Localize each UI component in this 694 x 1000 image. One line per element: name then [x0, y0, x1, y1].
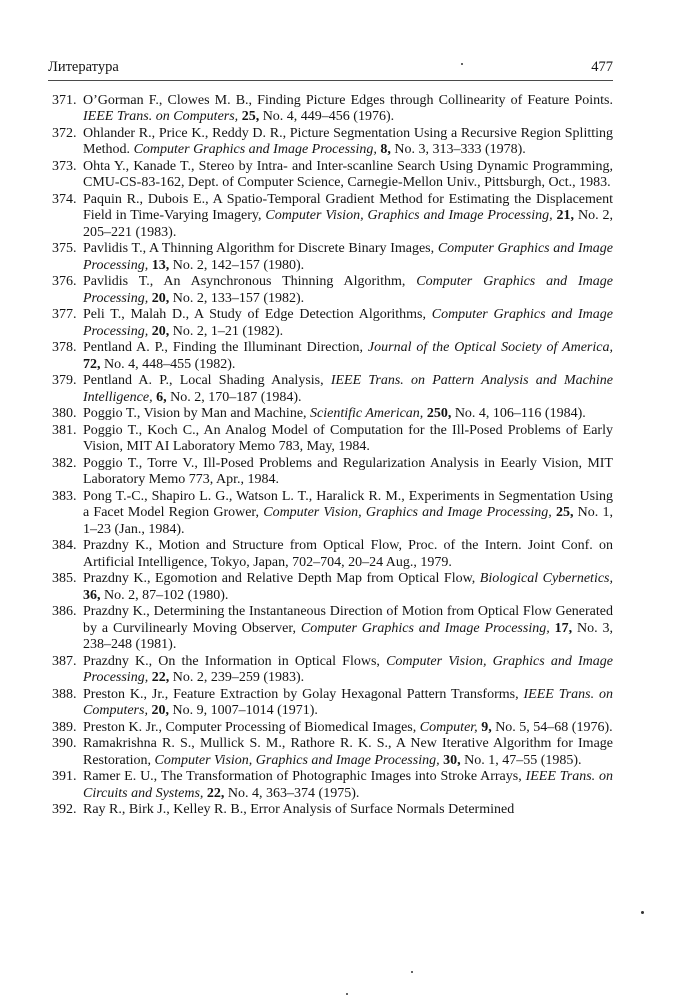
reference-text: O’Gorman F., Clowes M. B., Finding Picture Edges through Collinearity of Feature Points.	[83, 93, 613, 108]
reference-number: 392.	[52, 802, 77, 818]
reference-number: 379.	[52, 373, 77, 389]
reference-entry	[48, 456, 613, 489]
volume-number: 9,	[481, 719, 492, 735]
reference-text: No. 2, 87–102 (1980).	[100, 587, 229, 603]
reference-text: No. 4, 106–116 (1984).	[451, 406, 586, 422]
reference-number: 389.	[52, 719, 77, 735]
reference-text: Prazdny K., Motion and Structure from Optical Flow, Proc. of the Intern. Joint Conf. on Artificial Intelligence, Tokyo, Japan, 702–704, 20–24 Aug., 1979.	[83, 538, 613, 570]
reference-number: 374.	[52, 192, 77, 207]
reference-entry	[48, 769, 613, 802]
reference-number: 371.	[52, 93, 77, 108]
reference-text: Poggio T., Vision by Man and Machine,	[83, 406, 311, 422]
reference-entry	[48, 274, 613, 307]
reference-number: 391.	[52, 769, 77, 785]
reference-text: Preston K., Jr., Feature Extraction by Golay Hexagonal Pattern Transforms,	[83, 686, 524, 702]
journal-title: Computer Vision, Graphics and Image Processing,	[83, 653, 613, 686]
reference-text: No. 2, 170–187 (1984).	[166, 389, 302, 405]
reference-entry	[48, 307, 613, 340]
volume-number: 13,	[151, 257, 170, 273]
reference-text: Ramakrishna R. S., Mullick S. M., Rathore R. K. S., A New Iterative Algorithm for Image Restoration,	[83, 736, 613, 768]
journal-title: IEEE Trans. on Circuits and Systems,	[83, 769, 614, 801]
reference-number: 390.	[52, 736, 77, 752]
volume-number: 6,	[156, 389, 167, 405]
reference-text: Ray R., Birk J., Kelley R. B., Error Analysis of Surface Normals Determined	[83, 802, 515, 818]
journal-title: IEEE Trans. on Computers,	[83, 109, 239, 125]
volume-number: 25,	[241, 109, 260, 125]
reference-number: 373.	[52, 159, 77, 174]
journal-title: Computer,	[419, 719, 478, 735]
reference-text: No. 2, 142–157 (1980).	[169, 257, 305, 273]
chapter-title: Литература	[48, 59, 119, 75]
reference-number: 376.	[52, 274, 77, 290]
reference-entry	[48, 126, 613, 159]
reference-entry	[48, 406, 613, 422]
reference-entry	[48, 192, 613, 241]
volume-number: 30,	[443, 752, 461, 768]
reference-text: No. 3, 238–248 (1981).	[83, 620, 614, 653]
journal-title: Scientific American,	[310, 406, 424, 422]
reference-text: Prazdny K., Egomotion and Relative Depth Map from Optical Flow,	[83, 571, 480, 587]
header-rule	[48, 80, 613, 81]
volume-number: 8,	[380, 142, 391, 158]
reference-entry	[48, 604, 613, 653]
reference-entry	[48, 93, 613, 126]
volume-number: 22,	[151, 670, 170, 686]
reference-number: 387.	[52, 653, 77, 669]
reference-text: Paquin R., Dubois E., A Spatio-Temporal Gradient Method for Estimating the Displacement Field in Time-Varying Imagery,	[83, 192, 613, 224]
reference-list	[48, 93, 613, 819]
reference-text: No. 2, 205–221 (1983).	[83, 208, 614, 240]
journal-title: Biological Cybernetics,	[479, 571, 613, 587]
volume-number: 36,	[83, 587, 101, 603]
journal-title: Computer Graphics and Image Processing,	[83, 307, 613, 339]
reference-text: No. 1, 47–55 (1985).	[460, 752, 582, 768]
running-head	[48, 57, 613, 77]
reference-number: 385.	[52, 571, 77, 587]
journal-title: Computer Vision, Graphics and Image Processing,	[154, 752, 440, 768]
reference-text: Peli T., Malah D., A Study of Edge Detection Algorithms,	[83, 307, 432, 323]
reference-text: No. 4, 449–456 (1976).	[259, 109, 395, 125]
volume-number: 25,	[555, 505, 574, 521]
journal-title: Computer Graphics and Image Processing,	[133, 142, 377, 158]
reference-text: Pong T.-C., Shapiro L. G., Watson L. T., Haralick R. M., Experiments in Segmentation Using a Facet Model Region Grower,	[83, 489, 613, 521]
reference-number: 375.	[52, 241, 77, 257]
reference-number: 388.	[52, 686, 77, 702]
reference-number: 380.	[52, 406, 77, 422]
reference-text: Poggio T., Torre V., Ill-Posed Problems and Regularization Analysis in Eearly Vision, MIT Laboratory Memo 773, Apr., 1984.	[83, 456, 613, 488]
volume-number: 22,	[206, 785, 225, 801]
volume-number: 20,	[151, 323, 170, 339]
volume-number: 21,	[556, 208, 575, 224]
reference-number: 383.	[52, 489, 77, 504]
reference-text: No. 4, 363–374 (1975).	[224, 785, 360, 801]
reference-text: Poggio T., Koch C., An Analog Model of Computation for the Ill-Posed Problems of Early Vision, MIT AI Laboratory Memo 783, May, 1984.	[83, 423, 613, 455]
reference-text: No. 9, 1007–1014 (1971).	[168, 703, 318, 719]
reference-text: Pavlidis T., A Thinning Algorithm for Discrete Binary Images,	[83, 241, 438, 257]
reference-entry	[48, 687, 613, 720]
reference-text: Prazdny K., Determining the Instantaneous Direction of Motion from Optical Flow Generated by a Curvilinearly Moving Observer,	[83, 604, 613, 636]
reference-entry	[48, 538, 613, 571]
reference-entry	[48, 373, 613, 406]
reference-number: 384.	[52, 538, 77, 554]
reference-number: 386.	[52, 604, 77, 620]
reference-text: Preston K. Jr., Computer Processing of Biomedical Images,	[83, 719, 420, 735]
reference-number: 377.	[52, 307, 77, 323]
reference-text: Pavlidis T., An Asynchronous Thinning Algorithm,	[83, 274, 417, 290]
reference-entry	[48, 159, 613, 192]
volume-number: 72,	[83, 356, 101, 372]
reference-number: 381.	[52, 423, 77, 438]
journal-title: Computer Graphics and Image Processing,	[300, 620, 550, 636]
reference-entry	[48, 736, 613, 769]
reference-text: Ramer E. U., The Transformation of Photographic Images into Stroke Arrays,	[83, 769, 526, 785]
journal-title: IEEE Trans. on Computers,	[83, 686, 613, 719]
reference-text: No. 2, 1–21 (1982).	[169, 323, 284, 339]
reference-number: 378.	[52, 340, 77, 356]
reference-entry	[48, 720, 613, 736]
reference-number: 372.	[52, 126, 77, 141]
journal-title: Computer Vision, Graphics and Image Processing,	[263, 505, 552, 521]
scan-speck	[461, 63, 463, 65]
volume-number: 17,	[554, 620, 573, 636]
reference-text: No. 5, 54–68 (1976).	[491, 719, 613, 735]
scan-speck	[346, 993, 348, 995]
reference-text: Ohta Y., Kanade T., Stereo by Intra- and Inter-scanline Search Using Dynamic Programming, CMU-CS-83-162, Dept. of Computer Science, Carnegie-Mellon Univ., Pittsburgh, Oct., 1983.	[83, 159, 613, 191]
reference-entry	[48, 423, 613, 456]
journal-title: Journal of the Optical Society of America,	[367, 340, 613, 356]
journal-title: Computer Vision, Graphics and Image Processing,	[265, 208, 553, 224]
journal-title: Computer Graphics and Image Processing,	[83, 274, 613, 306]
reference-text: Prazdny K., On the Information in Optical Flows,	[83, 653, 387, 669]
reference-text: No. 2, 133–157 (1982).	[169, 290, 305, 306]
reference-text: No. 3, 313–333 (1978).	[390, 142, 526, 158]
reference-entry	[48, 654, 613, 687]
scan-speck	[411, 971, 413, 973]
reference-number: 382.	[52, 456, 77, 471]
journal-title: IEEE Trans. on Pattern Analysis and Machine Intelligence,	[83, 373, 613, 405]
reference-entry	[48, 340, 613, 373]
reference-text: No. 1, 1–23 (Jan., 1984).	[83, 505, 613, 537]
reference-entry	[48, 489, 613, 538]
reference-entry	[48, 241, 613, 274]
reference-text: Ohlander R., Price K., Reddy D. R., Picture Segmentation Using a Recursive Region Splitting Method.	[83, 126, 613, 158]
volume-number: 20,	[151, 290, 170, 306]
reference-text: No. 4, 448–455 (1982).	[100, 356, 236, 372]
scan-speck	[641, 911, 644, 914]
volume-number: 20,	[151, 703, 169, 719]
volume-number: 250,	[426, 406, 452, 422]
reference-text: No. 2, 239–259 (1983).	[169, 670, 305, 686]
reference-text: Pentland A. P., Finding the Illuminant Direction,	[83, 340, 368, 356]
reference-entry	[48, 571, 613, 604]
journal-title: Computer Graphics and Image Processing,	[83, 241, 613, 273]
reference-text: Pentland A. P., Local Shading Analysis,	[83, 373, 331, 389]
page-number: 477	[591, 59, 613, 75]
reference-entry	[48, 802, 613, 818]
